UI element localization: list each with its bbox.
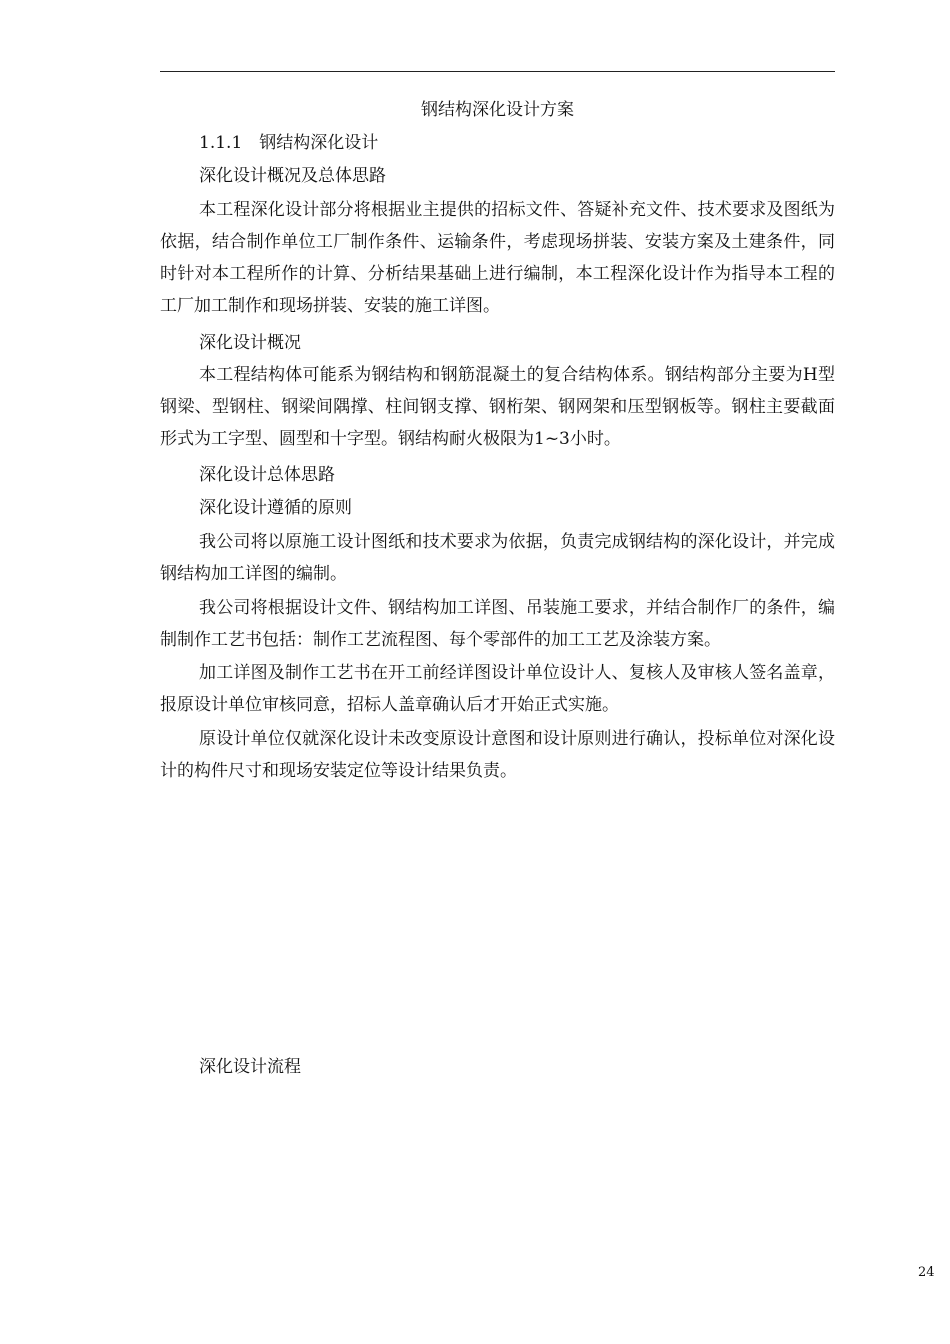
- subheading-general-approach: 深化设计总体思路: [199, 465, 335, 485]
- subheading-overview-and-approach: 深化设计概况及总体思路: [199, 166, 386, 186]
- paragraph-intro: 本工程深化设计部分将根据业主提供的招标文件、答疑补充文件、技术要求及图纸为依据，结合制作单位工厂制作条件、运输条件，考虑现场拼装、安装方案及土建条件，同时针对本工程所作的计算、分析结果基础上进行编制，本工程深化设计作为指导本工程的工厂加工制作和现场拼装、安装的施工详图。: [160, 200, 835, 316]
- paragraph-principle-3: 加工详图及制作工艺书在开工前经详图设计单位设计人、复核人及审核人签名盖章，报原设计单位审核同意，招标人盖章确认后才开始正式实施。: [160, 663, 835, 715]
- paragraph-principle-4: 原设计单位仅就深化设计未改变原设计意图和设计原则进行确认，投标单位对深化设计的构件尺寸和现场安装定位等设计结果负责。: [160, 729, 835, 781]
- paragraph-principle-1: 我公司将以原施工设计图纸和技术要求为依据，负责完成钢结构的深化设计，并完成钢结构加工详图的编制。: [160, 532, 835, 584]
- subheading-overview: 深化设计概况: [199, 333, 301, 353]
- paragraph-principle-2: 我公司将根据设计文件、钢结构加工详图、吊装施工要求，并结合制作厂的条件，编制制作工艺书包括：制作工艺流程图、每个零部件的加工工艺及涂装方案。: [160, 598, 835, 650]
- subheading-principles: 深化设计遵循的原则: [199, 498, 352, 518]
- document-title: 钢结构深化设计方案: [421, 100, 574, 120]
- subheading-process: 深化设计流程: [199, 1057, 301, 1077]
- header-rule: [160, 71, 835, 72]
- section-heading: 1.1.1 钢结构深化设计: [199, 133, 379, 153]
- paragraph-structure: 本工程结构体可能系为钢结构和钢筋混凝土的复合结构体系。钢结构部分主要为H型钢梁、型钢柱、钢梁间隅撑、柱间钢支撑、钢桁架、钢网架和压型钢板等。钢柱主要截面形式为工字型、圆型和十字型。钢结构耐火极限为1~3小时。: [160, 365, 835, 449]
- page-number: 24: [918, 1265, 935, 1280]
